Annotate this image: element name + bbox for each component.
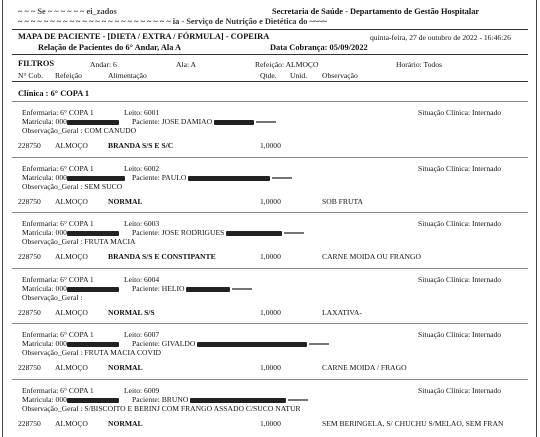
record-situacao: Situação Clínica: Internado: [418, 275, 502, 284]
col-header-refeicao: Refeição: [55, 71, 82, 80]
record-observacao: CARNE MOIDA OU FRANGO: [322, 252, 421, 261]
record-qtde: 1,0000: [260, 197, 281, 206]
record-alimentacao: NORMAL S/S: [108, 308, 155, 317]
record-matricula: Matricula: 000: [22, 228, 67, 237]
col-header-cob: N° Cob.: [18, 71, 43, 80]
filter-andar: Andar: 6: [90, 60, 117, 69]
header-institution: ~ ~ ~ Se ~ ~ ~ ~ ~ ~ ei_zados: [18, 7, 117, 16]
record-paciente-row: [132, 284, 252, 293]
record-observacao-geral: Observação_Geral : FRUTA MACIA: [22, 237, 136, 246]
record-situacao: Situação Clínica: Internado: [418, 108, 502, 117]
page-right-edge: [536, 0, 537, 437]
record-paciente-row: [132, 117, 276, 126]
record-leito: Leito: 6004: [124, 275, 160, 284]
record-observacao-geral: Observação_Geral :: [22, 293, 83, 302]
redaction-bar: [197, 342, 307, 347]
record-paciente: Paciente: GIVALDO: [132, 339, 196, 348]
filter-ala: Ala: A: [176, 60, 197, 69]
redaction-bar: [67, 342, 119, 347]
redaction-bar: [67, 398, 119, 403]
record-paciente: Paciente: JOSE RODRIGUES: [132, 228, 225, 237]
filter-refeicao: Refeição: ALMOÇO: [255, 60, 319, 69]
record-observacao: CARNE MOIDA / FRAGO: [322, 363, 407, 372]
record-situacao: Situação Clínica: Internado: [418, 164, 502, 173]
record-separator: [12, 268, 528, 269]
redaction-bar: [309, 343, 329, 345]
redaction-bar: [226, 231, 282, 236]
record-matricula-row: [22, 228, 119, 237]
record-observacao: LAXATIVA-: [322, 308, 362, 317]
record-matricula: Matricula: 000: [22, 173, 67, 182]
record-alimentacao: BRANDA S/S E S/C: [108, 141, 174, 150]
record-observacao-geral: Observação_Geral : SEM SUCO: [22, 182, 123, 191]
record-separator: [12, 379, 528, 380]
record-observacao-geral: Observação_Geral : COM CANUDO: [22, 126, 137, 135]
record-refeicao: ALMOÇO: [55, 197, 88, 206]
record-cob: 228750: [18, 197, 41, 206]
record-paciente-row: [132, 395, 308, 404]
record-refeicao: ALMOÇO: [55, 252, 88, 261]
col-header-unid: Unid.: [290, 71, 308, 80]
header-secretaria: Secretaria de Saúde - Departamento de Gestão Hospitalar: [272, 7, 480, 16]
record-qtde: 1,0000: [260, 363, 281, 372]
record-matricula: Matricula: 000: [22, 284, 67, 293]
redaction-bar: [232, 288, 252, 290]
redaction-bar: [67, 176, 125, 181]
record-observacao-geral: Observação_Geral : S/BISCOITO E BERINJ COM FRANGO ASSADO C/SUCO NATUR: [22, 404, 301, 413]
redaction-bar: [186, 287, 230, 292]
record-qtde: 1,0000: [260, 308, 281, 317]
record-observacao: SEM BERINGELA, S/ CHUCHU S/MELAO, SEM FRAN: [322, 419, 504, 428]
record-leito: Leito: 6007: [124, 330, 160, 339]
record-cob: 228750: [18, 308, 41, 317]
record-separator: [12, 212, 528, 213]
record-alimentacao: NORMAL: [108, 197, 143, 206]
redaction-bar: [214, 120, 254, 125]
record-alimentacao: BRANDA S/S E CONSTIPANTE: [108, 252, 216, 261]
record-matricula-row: [22, 395, 119, 404]
record-matricula: Matricula: 000: [22, 395, 67, 404]
record-matricula-row: [22, 117, 119, 126]
record-enfermaria: Enfermaria: 6° COPA 1: [22, 275, 94, 284]
record-leito: Leito: 6001: [124, 108, 160, 117]
record-paciente-row: [132, 228, 304, 237]
col-header-observacao: Observação: [322, 71, 358, 80]
redaction-bar: [188, 176, 270, 181]
col-header-qtde: Qtde.: [260, 71, 277, 80]
clinica-heading: Clínica : 6° COPA 1: [18, 89, 90, 98]
redaction-bar: [256, 121, 276, 123]
record-separator: [12, 101, 528, 102]
record-leito: Leito: 6002: [124, 164, 160, 173]
record-alimentacao: NORMAL: [108, 363, 143, 372]
filter-horario: Horário: Todos: [396, 60, 442, 69]
record-matricula-row: [22, 173, 125, 182]
record-leito: Leito: 6003: [124, 219, 160, 228]
redaction-bar: [272, 177, 292, 179]
record-paciente: Paciente: JOSE DAMIAO: [132, 117, 213, 126]
record-enfermaria: Enfermaria: 6° COPA 1: [22, 219, 94, 228]
record-paciente: Paciente: HELIO: [132, 284, 185, 293]
record-paciente: Paciente: BRUNO: [132, 395, 189, 404]
record-alimentacao: NORMAL: [108, 419, 143, 428]
record-enfermaria: Enfermaria: 6° COPA 1: [22, 108, 94, 117]
record-matricula-row: [22, 339, 119, 348]
record-cob: 228750: [18, 141, 41, 150]
record-matricula-row: [22, 284, 119, 293]
header-servico: ~ ~ ~ ~ ~ ~ ~ ~ ~ ~ ~ ~ ~ ~ ~ ~ ~ ~ ~ ~ ~ ~ ~ ~ ia - Serviço de Nutrição e Dietética do ~~~~: [18, 17, 327, 26]
col-header-alimentacao: Alimentação: [108, 71, 147, 80]
report-datetime: quinta-feira, 27 de outubro de 2022 - 16:46:26: [370, 33, 511, 42]
redaction-bar: [67, 120, 119, 125]
record-refeicao: ALMOÇO: [55, 308, 88, 317]
record-separator: [12, 157, 528, 158]
record-paciente-row: [132, 173, 292, 182]
record-cob: 228750: [18, 252, 41, 261]
redaction-bar: [67, 287, 119, 292]
header-rule: [12, 29, 528, 30]
record-qtde: 1,0000: [260, 252, 281, 261]
record-situacao: Situação Clínica: Internado: [418, 386, 502, 395]
record-enfermaria: Enfermaria: 6° COPA 1: [22, 330, 94, 339]
record-separator: [12, 323, 528, 324]
record-refeicao: ALMOÇO: [55, 363, 88, 372]
page-left-edge: [2, 0, 3, 437]
record-cob: 228750: [18, 419, 41, 428]
record-matricula: Matricula: 000: [22, 339, 67, 348]
record-cob: 228750: [18, 363, 41, 372]
filters-label: FILTROS: [18, 59, 54, 68]
redaction-bar: [67, 231, 119, 236]
record-enfermaria: Enfermaria: 6° COPA 1: [22, 386, 94, 395]
redaction-bar: [190, 398, 286, 403]
record-observacao-geral: Observação_Geral : FRUTA MACIA COVID: [22, 348, 162, 357]
record-matricula: Matricula: 000: [22, 117, 67, 126]
data-cobranca: Data Cobrança: 05/09/2022: [270, 43, 368, 52]
record-refeicao: ALMOÇO: [55, 419, 88, 428]
page-title: MAPA DE PACIENTE - [DIETA / EXTRA / FÓRMULA] - COPEIRA: [18, 32, 270, 41]
record-observacao: SOB FRUTA: [322, 197, 363, 206]
report-subtitle: Relação de Pacientes do 6° Andar, Ala A: [38, 43, 182, 52]
record-leito: Leito: 6009: [124, 386, 160, 395]
record-refeicao: ALMOÇO: [55, 141, 88, 150]
record-paciente: Paciente: PAULO: [132, 173, 187, 182]
columns-bottom-rule: [12, 81, 528, 82]
record-situacao: Situação Clínica: Internado: [418, 330, 502, 339]
record-situacao: Situação Clínica: Internado: [418, 219, 502, 228]
record-enfermaria: Enfermaria: 6° COPA 1: [22, 164, 94, 173]
redaction-bar: [288, 399, 308, 401]
record-qtde: 1,0000: [260, 419, 281, 428]
redaction-bar: [284, 232, 304, 234]
filters-top-rule: [12, 54, 528, 55]
record-paciente-row: [132, 339, 329, 348]
record-qtde: 1,0000: [260, 141, 281, 150]
